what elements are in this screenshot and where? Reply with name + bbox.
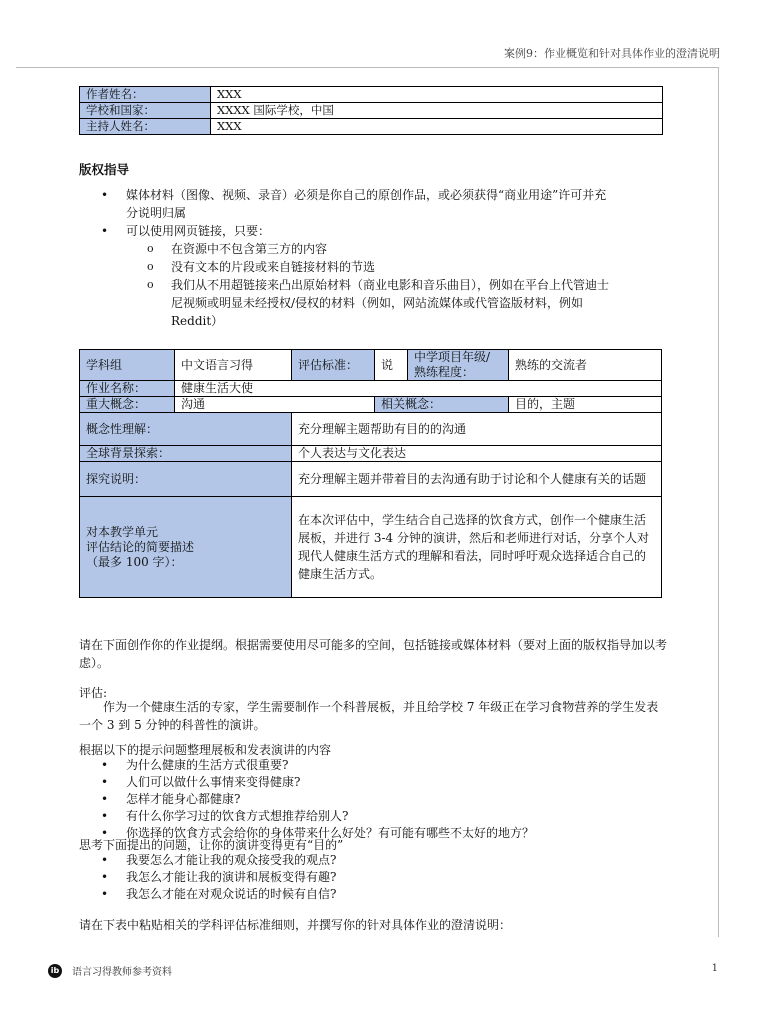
table-row (80, 462, 662, 497)
prompt-q4: 有什么你学习过的饮食方式想推荐给别人? (126, 809, 349, 823)
table-row (80, 87, 663, 103)
prompt-q5: 你选择的饮食方式会给你的身体带来什么好处？有可能有哪些不太好的地方？ (126, 826, 535, 840)
prompt-questions-list (79, 757, 679, 842)
task-value: 健康生活大使 (175, 381, 662, 397)
think-q2: 我怎么才能让我的演讲和展板变得有趣? (126, 870, 337, 884)
frame-border-right (718, 67, 719, 937)
global-context-value: 个人表达与文化表达 (292, 446, 662, 462)
subject-value: 中文语言习得 (175, 350, 292, 381)
page-number: 1 (711, 963, 718, 974)
circle-bullet-icon: o (147, 260, 154, 273)
list-item (79, 276, 679, 330)
copyright-title: 版权指导 (79, 162, 130, 177)
think-intro: 思考下面提出的问题，让你的演讲变得更有“目的” (79, 838, 344, 852)
summary-label-line-3: （最多 100 字）： (86, 554, 183, 569)
copyright-sub-2: 没有文本的片段或来自链接材料的节选 (171, 260, 376, 274)
summary-value: 在本次评估中，学生结合自己选择的饮食方式，创作一个健康生活展板，并进行 3-4 分钟的演讲，然后和老师进行对话，分享个人对现代人健康生活方式的理解和看法，同时呼吁观众选择适合自己的健康生活方式。 (292, 497, 662, 598)
circle-bullet-icon: o (147, 278, 154, 291)
summary-label-line-2: 评估结论的简要描述 (86, 539, 195, 554)
ib-logo-icon: ib (48, 964, 62, 978)
list-item (79, 222, 679, 240)
inquiry-label: 探究说明： (80, 462, 292, 497)
bullet-icon: • (101, 792, 109, 806)
related-concept-label: 相关概念： (375, 397, 509, 413)
level-label: 中学项目年级/熟练程度： (408, 350, 509, 381)
header-rule (16, 67, 718, 68)
summary-label-line-1: 对本教学单元 (86, 524, 159, 539)
bullet-icon: • (101, 224, 109, 238)
closing-paragraph: 请在下表中粘贴相关的学科评估标准细则，并撰写你的针对具体作业的澄清说明： (79, 918, 512, 932)
conceptual-value: 充分理解主题帮助有目的的沟通 (292, 413, 662, 446)
copyright-list (79, 186, 679, 330)
global-context-label: 全球背景探索： (80, 446, 292, 462)
subject-label: 学科组 (80, 350, 175, 381)
table-row (80, 446, 662, 462)
intro-paragraph: 请在下面创作你的作业提纲。根据需要使用尽可能多的空间，包括链接或媒体材料（要对上面的版权指导加以考虑）。 (79, 638, 668, 670)
list-item (79, 869, 679, 886)
bullet-icon: • (101, 887, 109, 901)
list-item (79, 757, 679, 774)
list-item (79, 186, 679, 222)
key-concept-value: 沟通 (175, 397, 375, 413)
inquiry-value: 充分理解主题并带着目的去沟通有助于讨论和个人健康有关的话题 (292, 462, 662, 497)
list-item (79, 258, 679, 276)
author-info-table (79, 86, 663, 135)
moderator-label: 主持人姓名： (80, 119, 211, 135)
prompt-q1: 为什么健康的生活方式很重要? (126, 758, 289, 772)
table-row (80, 497, 662, 598)
prompts-intro: 根据以下的提示问题整理展板和发表演讲的内容 (79, 743, 332, 757)
author-value: XXX (211, 87, 663, 103)
bullet-icon: • (101, 826, 109, 840)
footer-left (48, 963, 172, 978)
bullet-icon: • (101, 809, 109, 823)
copyright-sub-3: 我们从不用超链接来凸出原始材料（商业电影和音乐曲目），例如在平台上代管迪士 (171, 278, 610, 292)
bullet-icon: • (101, 775, 109, 789)
copyright-bullet-1-cont: 分说明归属 (126, 206, 187, 220)
school-label: 学校和国家： (80, 103, 211, 119)
bullet-icon: • (101, 870, 109, 884)
moderator-value: XXX (211, 119, 663, 135)
conceptual-label: 概念性理解： (80, 413, 292, 446)
list-item (79, 886, 679, 903)
list-item (79, 808, 679, 825)
think-q1: 我要怎么才能让我的观众接受我的观点? (126, 853, 337, 867)
copyright-bullet-1: 媒体材料（图像、视频、录音）必须是你自己的原创作品，或必须获得“商业用途”许可并充 (126, 188, 607, 202)
copyright-sub-3-cont: 尼视频或明显未经授权/侵权的材料（例如，网站流媒体或代管盗版材料，例如 (171, 296, 584, 310)
assessment-text: 作为一个健康生活的专家，学生需要制作一个科普展板，并且给学校 7 年级正在学习食物营养的学生发表一个 3 到 5 分钟的科普性的演讲。 (79, 700, 659, 732)
assessment-label: 评估: (79, 686, 108, 700)
copyright-sub-3-cont2: Reddit） (171, 314, 224, 328)
list-item (79, 774, 679, 791)
prompt-q3: 怎样才能身心都健康? (126, 792, 241, 806)
school-value: XXXX 国际学校，中国 (211, 103, 663, 119)
table-row (80, 413, 662, 446)
author-label: 作者姓名： (80, 87, 211, 103)
related-concept-value: 目的，主题 (509, 397, 662, 413)
table-row (80, 381, 662, 397)
prompt-q2: 人们可以做什么事情来变得健康? (126, 775, 301, 789)
think-q3: 我怎么才能在对观众说话的时候有自信? (126, 887, 337, 901)
list-item (79, 852, 679, 869)
list-item (79, 791, 679, 808)
table-row (80, 350, 662, 381)
key-concept-label: 重大概念： (80, 397, 175, 413)
criteria-value: 说 (375, 350, 408, 381)
bullet-icon: • (101, 853, 109, 867)
task-label: 作业名称： (80, 381, 175, 397)
unit-overview-table (79, 349, 662, 598)
footer-text: 语言习得教师参考资料 (72, 967, 172, 978)
circle-bullet-icon: o (147, 242, 154, 255)
table-row (80, 119, 663, 135)
table-row (80, 397, 662, 413)
think-questions-list (79, 852, 679, 903)
copyright-bullet-2: 可以使用网页链接，只要： (126, 224, 271, 238)
level-value: 熟练的交流者 (509, 350, 662, 381)
criteria-label: 评估标准： (292, 350, 375, 381)
list-item (79, 240, 679, 258)
bullet-icon: • (101, 188, 109, 202)
table-row (80, 103, 663, 119)
page-header-title: 案例9：作业概览和针对具体作业的澄清说明 (504, 47, 720, 60)
summary-label (80, 497, 292, 598)
bullet-icon: • (101, 758, 109, 772)
copyright-sub-1: 在资源中不包含第三方的内容 (171, 242, 328, 256)
